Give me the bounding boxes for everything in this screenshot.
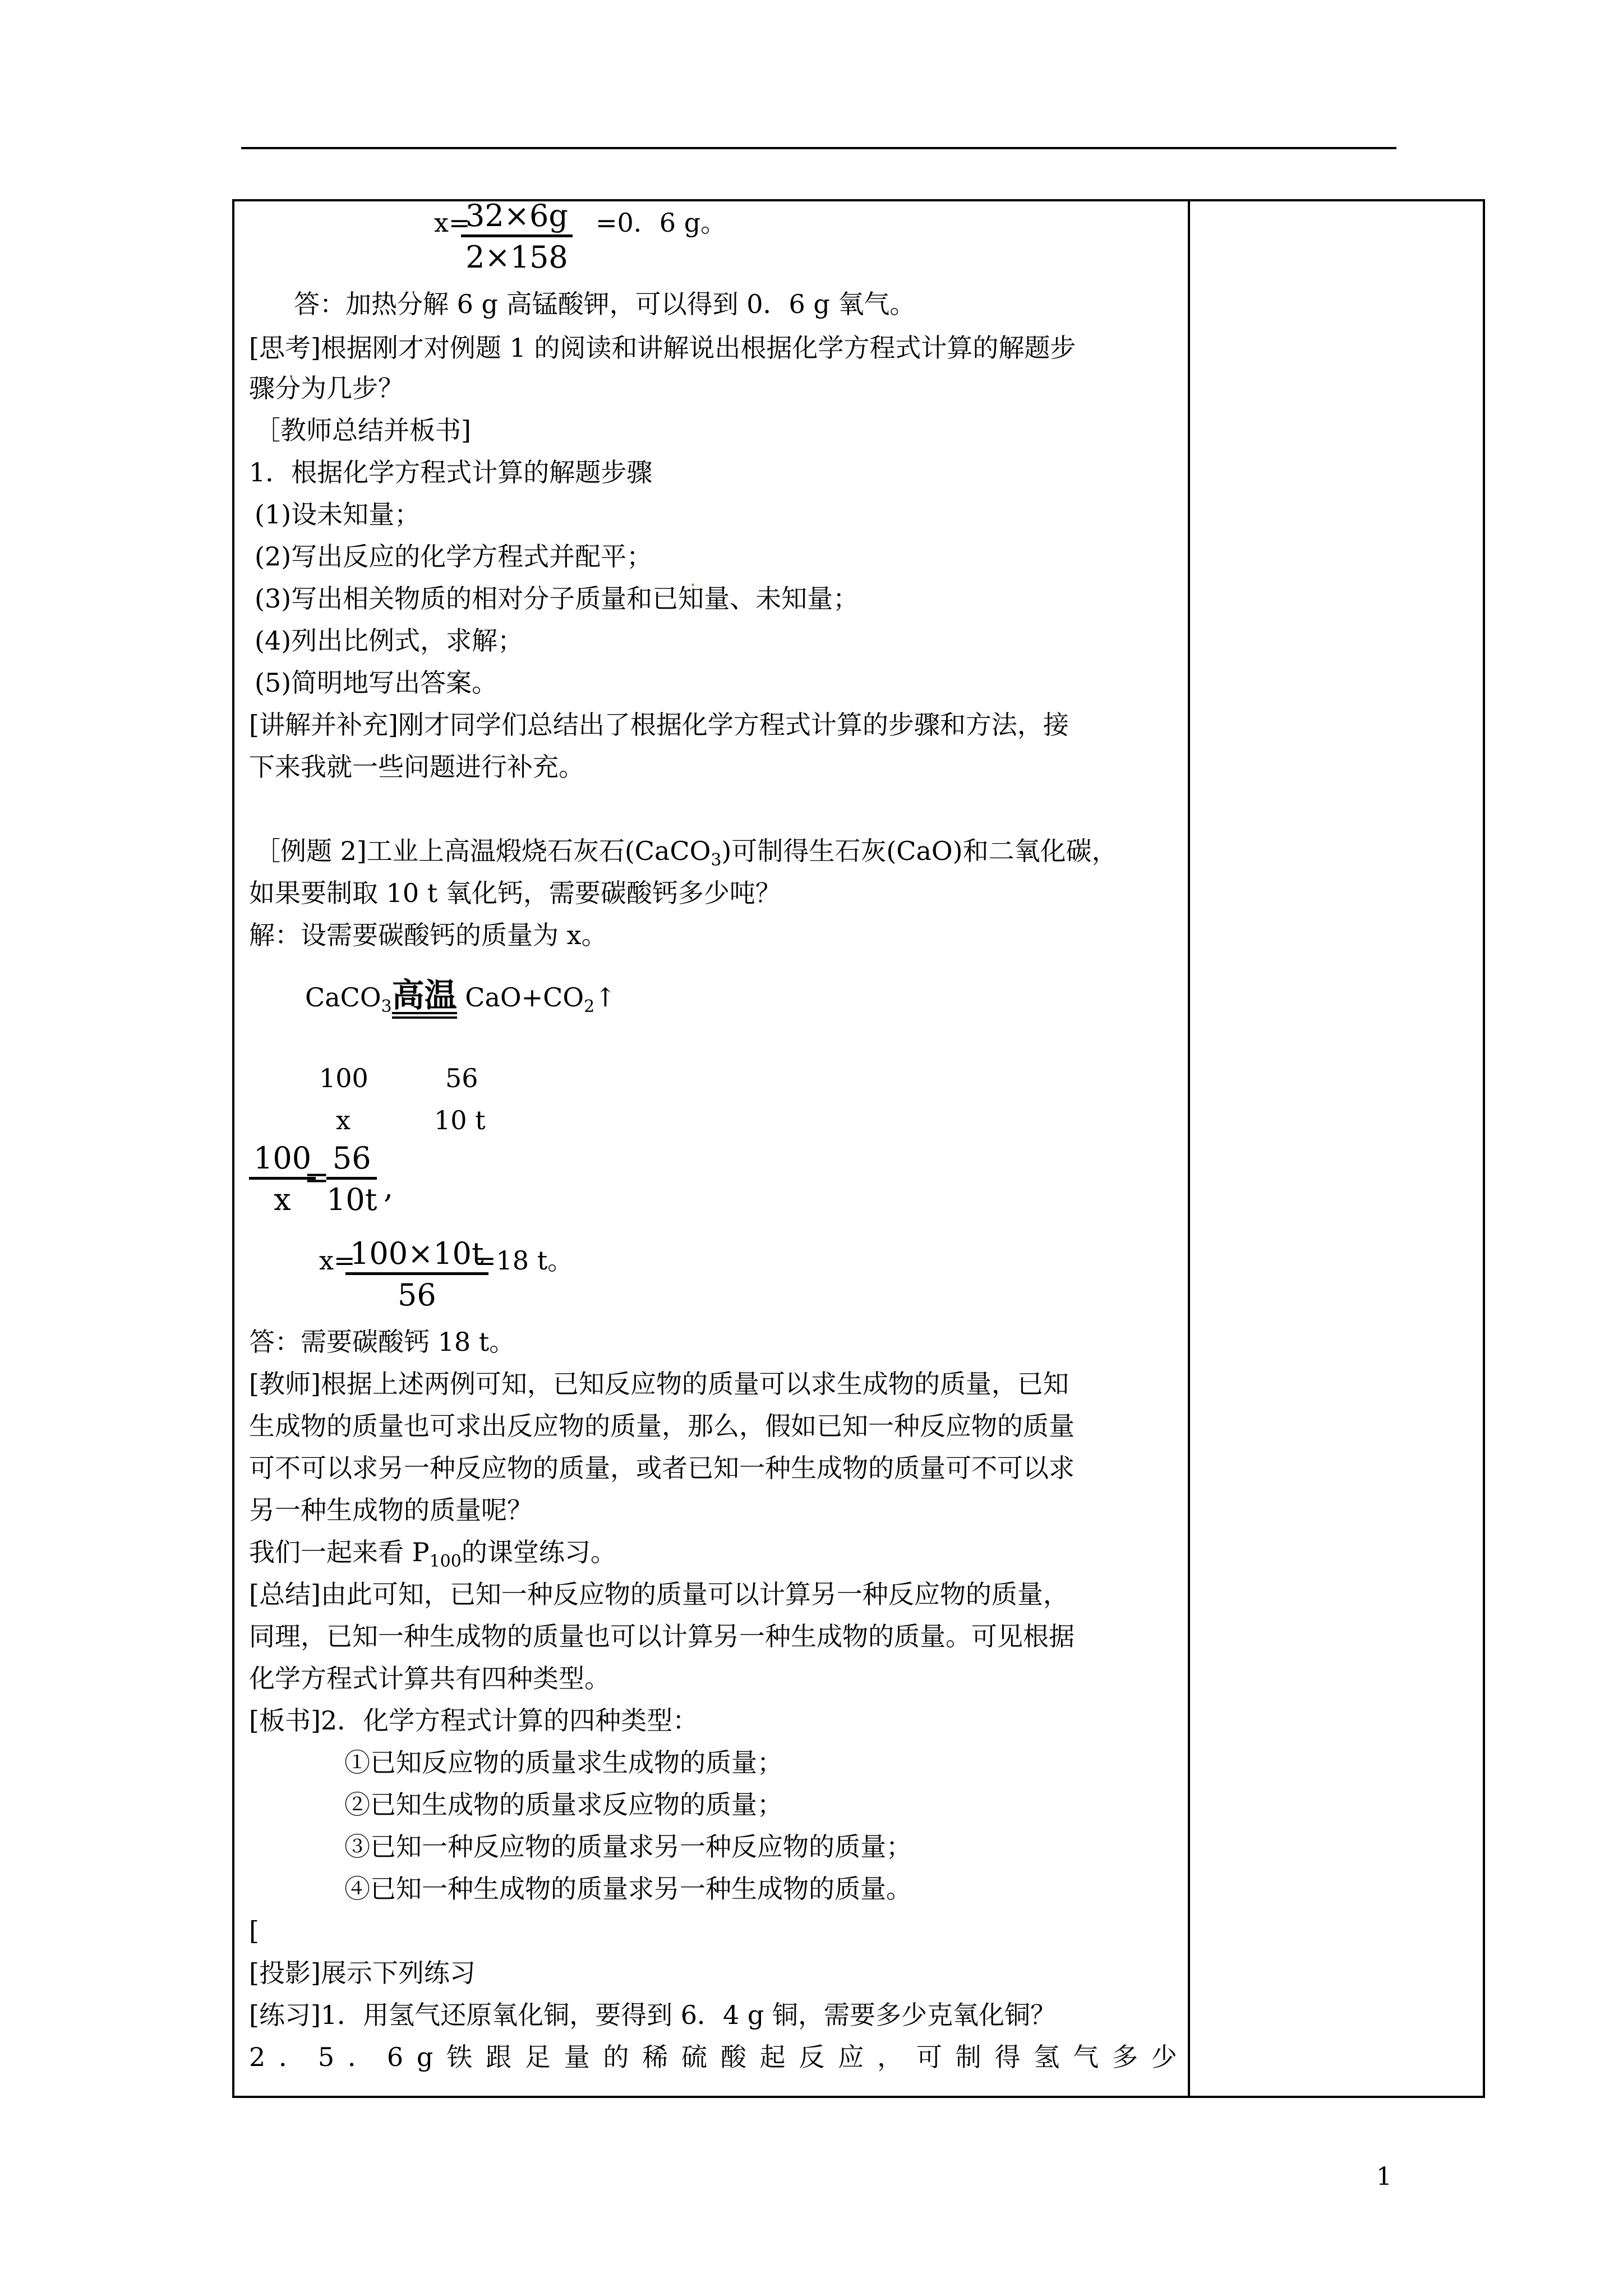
practice-line-2-char: 少 <box>1151 2042 1177 2072</box>
x-label-1: x= <box>434 208 471 238</box>
fraction-3 <box>345 1237 488 1312</box>
practice-line-1: [练习]1．用氢气还原氧化铜，要得到 6．4 g 铜，需要多少克氧化铜？ <box>249 2000 1057 2030</box>
type-1: ①已知反应物的质量求生成物的质量； <box>344 1747 783 1778</box>
result-3: =18 t。 <box>474 1245 574 1276</box>
practice-line-2-char: 6 <box>386 2042 404 2072</box>
practice-line-2-char: ． <box>279 2042 305 2072</box>
answer-1: 答：加热分解 6 g 高锰酸钾，可以得到 0．6 g 氧气。 <box>294 289 916 319</box>
board-title: [板书]2．化学方程式计算的四种类型： <box>249 1705 699 1736</box>
chemical-equation: CaCO$_3$高温 $CaO+CO_2↑$ <box>305 976 616 1019</box>
fraction-1-numerator: 32×6g <box>461 199 573 237</box>
mass-56: 56 <box>445 1063 478 1093</box>
result-1: =0．6 g。 <box>596 208 727 238</box>
practice-line-2-char: 5 <box>317 2042 335 2072</box>
stray-bracket: [ <box>249 1916 259 1946</box>
mass-10t: 10 t <box>434 1105 486 1135</box>
solution-intro: 解：设需要碳酸钙的质量为 x。 <box>249 920 607 950</box>
fraction-2a-numerator: 100 <box>249 1142 316 1180</box>
high-temperature-condition: 高温 <box>392 976 457 1019</box>
fraction-1-denominator: 2×158 <box>465 240 568 275</box>
practice-line-2-char: 得 <box>994 2042 1021 2072</box>
teacher-summary: ［教师总结并板书] <box>255 415 471 445</box>
projection-line: [投影]展示下列练习 <box>249 1958 476 1988</box>
practice-line-2-char: ， <box>877 2042 903 2072</box>
x-label-2: x= <box>319 1245 356 1276</box>
practice-line-2-char: 硫 <box>681 2042 708 2072</box>
practice-line-2-char: 酸 <box>720 2042 746 2072</box>
answer-2: 答：需要碳酸钙 18 t。 <box>249 1327 515 1357</box>
teacher-line-4: 另一种生成物的质量呢？ <box>249 1495 533 1525</box>
mass-100: 100 <box>319 1063 368 1093</box>
fraction-2b-denominator: 10t <box>326 1182 377 1218</box>
example-2-line-1: ［例题 2]工业上高温煅烧石灰石(CaCO$_3$)可制得生石灰(CaO)和二氧化碳， <box>255 836 1118 870</box>
type-2: ②已知生成物的质量求反应物的质量； <box>344 1789 783 1820</box>
practice-line-2-char: 2 <box>249 2042 266 2072</box>
practice-line-2-char: 稀 <box>642 2042 668 2072</box>
step-2: (2)写出反应的化学方程式并配平； <box>255 541 653 572</box>
header-rule <box>241 147 1396 149</box>
practice-line-2 <box>249 2042 1177 2073</box>
steps-title: 1．根据化学方程式计算的解题步骤 <box>249 457 653 487</box>
practice-line-2-char: 气 <box>1073 2042 1099 2072</box>
example-2-line-2: 如果要制取 10 t 氧化钙，需要碳酸钙多少吨？ <box>249 878 781 908</box>
practice-line-2-char: 氢 <box>1034 2042 1060 2072</box>
step-4: (4)列出比例式，求解； <box>255 625 524 656</box>
step-3: (3)写出相关物质的相对分子质量和已知量、未知量； <box>255 583 859 614</box>
practice-line-2-char: 多 <box>1112 2042 1138 2072</box>
page-number: 1 <box>1376 2162 1392 2191</box>
comma: , <box>384 1170 394 1205</box>
gas-arrow-icon: ↑ <box>594 982 616 1013</box>
practice-line-2-char: g <box>416 2042 434 2072</box>
step-1: (1)设未知量； <box>255 499 421 530</box>
type-4: ④已知一种生成物的质量求另一种生成物的质量。 <box>344 1874 912 1904</box>
think-line-2: 骤分为几步？ <box>249 373 404 403</box>
summary-line-1: [总结]由此可知，已知一种反应物的质量可以计算另一种反应物的质量， <box>249 1579 1069 1609</box>
practice-line-2-char: 足 <box>524 2042 551 2072</box>
practice-line-2-char: 跟 <box>485 2042 511 2072</box>
practice-line-2-char: 的 <box>603 2042 629 2072</box>
practice-line-2-char: 制 <box>955 2042 981 2072</box>
explain-line-2: 下来我就一些问题进行补充。 <box>249 752 584 782</box>
fraction-3-numerator: 100×10t <box>345 1237 488 1275</box>
explain-line-1: [讲解并补充]刚才同学们总结出了根据化学方程式计算的步骤和方法，接 <box>249 710 1069 740</box>
teacher-line-2: 生成物的质量也可求出反应物的质量，那么，假如已知一种反应物的质量 <box>249 1411 1075 1441</box>
lesson-content <box>249 199 1180 2095</box>
step-5: (5)简明地写出答案。 <box>255 668 498 698</box>
fraction-2a-denominator: x <box>274 1182 291 1218</box>
practice-line-2-char: 铁 <box>446 2042 473 2072</box>
type-3: ③已知一种反应物的质量求另一种反应物的质量； <box>344 1832 912 1862</box>
mass-x: x <box>336 1105 351 1135</box>
teacher-line-1: [教师]根据上述两例可知，已知反应物的质量可以求生成物的质量，已知 <box>249 1369 1069 1399</box>
practice-line-2-char: ． <box>348 2042 374 2072</box>
practice-line-2-char: 起 <box>759 2042 786 2072</box>
think-line-1: [思考]根据刚才对例题 1 的阅读和讲解说出根据化学方程式计算的解题步 <box>249 333 1076 363</box>
practice-line-2-char: 可 <box>916 2042 942 2072</box>
fraction-1 <box>461 199 573 274</box>
fraction-2b <box>326 1142 377 1217</box>
equals-sign: = <box>304 1159 330 1195</box>
column-divider <box>1188 199 1190 2098</box>
summary-line-3: 化学方程式计算共有四种类型。 <box>249 1663 610 1694</box>
practice-line-2-char: 量 <box>564 2042 590 2072</box>
fraction-3-denominator: 56 <box>398 1277 436 1313</box>
practice-line-2-char: 反 <box>799 2042 825 2072</box>
look-line: 我们一起来看 $P_{100}$的课堂练习。 <box>249 1537 616 1571</box>
practice-line-2-char: 应 <box>838 2042 864 2072</box>
fraction-2b-numerator: 56 <box>326 1142 377 1180</box>
teacher-line-3: 可不可以求另一种反应物的质量，或者已知一种生成物的质量可不可以求 <box>249 1453 1075 1483</box>
summary-line-2: 同理，已知一种生成物的质量也可以计算另一种生成物的质量。可见根据 <box>249 1621 1075 1651</box>
